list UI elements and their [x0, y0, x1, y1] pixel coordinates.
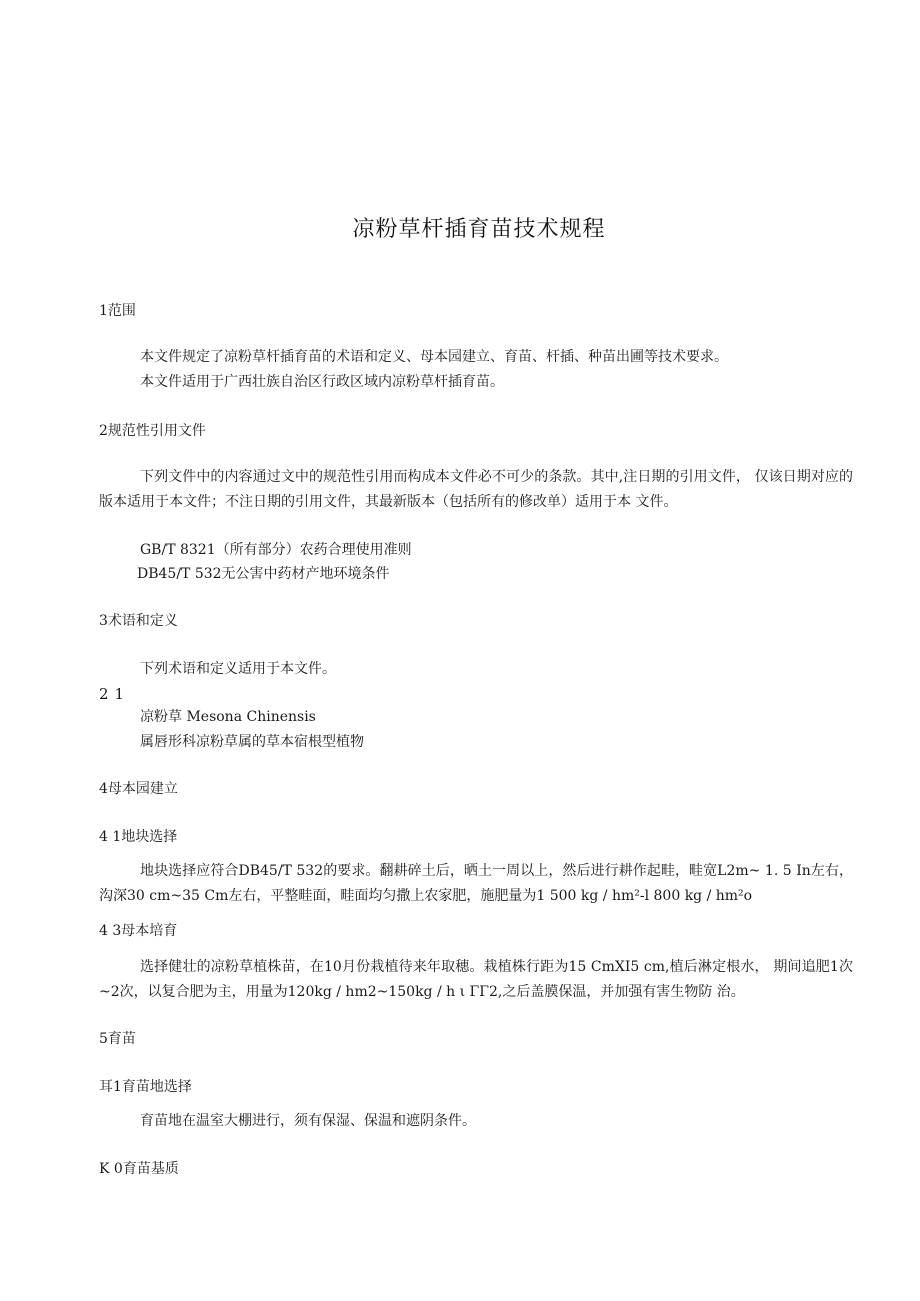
document-title: 凉粉草杆插育苗技术规程	[352, 217, 606, 242]
subsection-5-1-heading: 耳1育苗地选择	[99, 1079, 192, 1095]
term-number: 21	[99, 685, 131, 703]
term-definition: 属唇形科凉粉草属的草本宿根型植物	[140, 734, 364, 750]
normative-reference-1: GB/T 8321（所有部分）农药合理使用准则	[140, 542, 412, 558]
subsection-4-1-paragraph: 地块选择应符合DB45/T 532的要求。翻耕碎土后，晒土一周以上，然后进行耕作起畦，畦宽L2m~ 1. 5 In左右，沟深30 cm~35 Cm左右，平整畦面，畦面均匀撒上农家肥，施肥量为1 500 kg / hm²-l 800 kg / hm²o	[99, 863, 853, 904]
subsection-5-2-heading: K 0育苗基质	[99, 1161, 179, 1177]
section-2-paragraph: 下列文件中的内容通过文中的规范性引用而构成本文件必不可少的条款。其中,注日期的引用文件， 仅该日期对应的版本适用于本文件；不注日期的引用文件，其最新版本（包括所有的修改单）适用于本 文件。	[99, 469, 853, 510]
section-2-heading: 2规范性引用文件	[99, 423, 206, 439]
section-1-paragraph-2: 本文件适用于广西壮族自治区行政区域内凉粉草杆插育苗。	[140, 374, 504, 390]
section-1-heading: 1范围	[99, 303, 136, 319]
normative-reference-2: DB45/T 532无公害中药材产地环境条件	[137, 566, 390, 582]
section-3-intro: 下列术语和定义适用于本文件。	[140, 661, 336, 677]
subsection-4-3-paragraph: 选择健壮的凉粉草植株苗，在10月份栽植待来年取穗。栽植株行距为15 CmXI5 cm,植后淋定根水， 期间追肥1次~2次，以复合肥为主，用量为120kg / hm2~150kg / h ι ΓΓ2,之后盖膜保温，并加强有害生物防 治。	[99, 959, 853, 1000]
subsection-5-1-paragraph: 育苗地在温室大棚进行，须有保湿、保温和遮阴条件。	[140, 1113, 476, 1129]
section-3-heading: 3术语和定义	[99, 613, 178, 629]
section-4-heading: 4母本园建立	[99, 781, 178, 797]
section-5-heading: 5育苗	[99, 1031, 136, 1047]
subsection-4-3-heading: 4 3母本培育	[99, 923, 178, 939]
term-name: 凉粉草 Mesona Chinensis	[140, 709, 316, 725]
subsection-4-1-heading: 4 1地块选择	[99, 829, 178, 845]
section-1-paragraph-1: 本文件规定了凉粉草杆插育苗的术语和定义、母本园建立、育苗、杆插、种苗出圃等技术要求。	[140, 349, 728, 365]
